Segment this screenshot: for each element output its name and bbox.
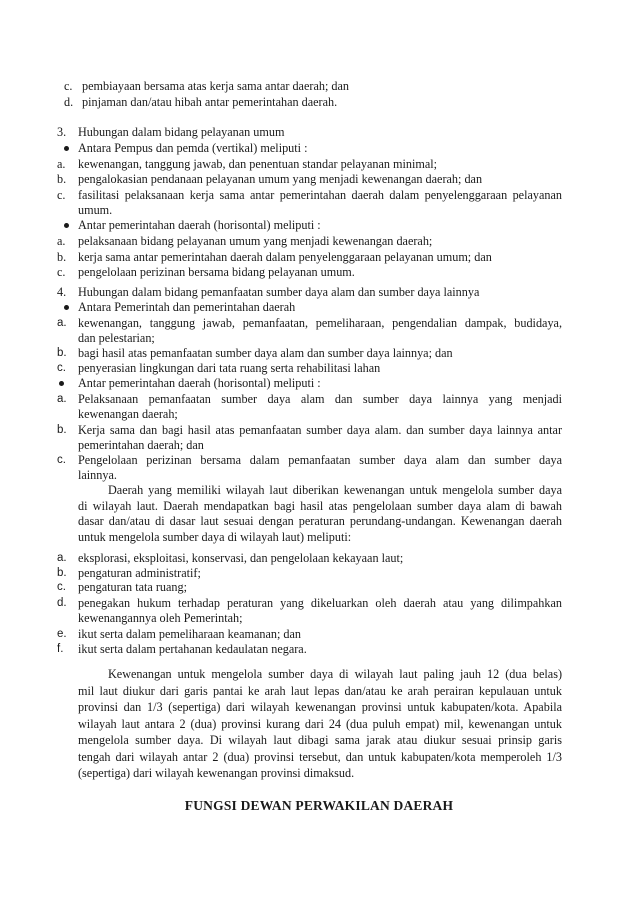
list-item-text: kerja sama antar pemerintahan daerah dalam penyelenggaraan pelayanan umum; dan xyxy=(78,250,492,264)
list-marker: a. xyxy=(57,317,67,329)
list-item-text: ikut serta dalam pertahanan kedaulatan negara. xyxy=(78,642,307,656)
section-number: 3. xyxy=(57,125,67,139)
list-marker: b. xyxy=(57,347,67,359)
list-item-text: penyerasian lingkungan dari tata ruang serta rehabilitasi lahan xyxy=(78,361,381,375)
list-item-text: pengelolaan perizinan bersama bidang pelayanan umum. xyxy=(78,265,355,279)
list-item-continuation: kewenangannya oleh Pemerintah; xyxy=(78,611,243,625)
paragraph xyxy=(78,666,562,782)
list-marker: c. xyxy=(57,454,66,466)
list-item-text: ikut serta dalam pemeliharaan keamanan; dan xyxy=(78,627,301,641)
paragraph-line: untuk mengelola sumber daya di wilayah laut) meliputi: xyxy=(78,529,352,544)
list-item-text: eksplorasi, eksploitasi, konservasi, dan pengelolaan kekayaan laut; xyxy=(78,551,404,565)
bullet-icon xyxy=(64,223,69,228)
list-item-text: Pelaksanaan pemanfaatan sumber daya alam dan sumber daya lainnya yang menjadi xyxy=(78,392,562,406)
paragraph-line: dasar dan/atau di dasar laut sesuai dengan peraturan perundang-undangan. Kewenangan daerah xyxy=(78,514,562,528)
list-item-continuation: dan pelestarian; xyxy=(78,331,155,345)
paragraph-line: wilayah laut antara 2 (dua) provinsi kurang dari 24 (dua puluh empat) mil, kewenangan untuk xyxy=(78,716,562,731)
bullet-text: Antara Pemerintah dan pemerintahan daerah xyxy=(78,300,296,314)
bullet-text: Antar pemerintahan daerah (horisontal) meliputi : xyxy=(78,376,321,390)
list-marker: b. xyxy=(57,250,67,264)
list-item-text: pinjaman dan/atau hibah antar pemerintahan daerah. xyxy=(82,95,338,109)
list-item-text: bagi hasil atas pemanfaatan sumber daya alam dan sumber daya lainnya; dan xyxy=(78,346,453,360)
bullet-text: Antar pemerintahan daerah (horisontal) meliputi : xyxy=(78,218,321,232)
list-item-continuation: umum. xyxy=(78,203,113,217)
paragraph-line: di wilayah laut. Daerah mendapatkan bagi hasil atas pengelolaan sumber daya alam di bawah xyxy=(78,498,562,513)
list-item-text: fasilitasi pelaksanaan kerja sama antar pemerintahan daerah dalam penyelenggaraan pelayanan xyxy=(78,188,562,202)
list-marker: a. xyxy=(57,157,66,171)
paragraph-line: (sepertiga) dari wilayah kewenangan provinsi dimaksud. xyxy=(78,766,355,780)
list-item-text: kewenangan, tanggung jawab, dan penentuan standar pelayanan minimal; xyxy=(78,157,438,171)
list-marker: d. xyxy=(64,95,74,109)
list-item-text: pengaturan tata ruang; xyxy=(78,580,187,594)
paragraph-line: tengah dari wilayah antar 2 (dua) provinsi tersebut, dan untuk kabupaten/kota memperoleh 1/3 xyxy=(78,749,562,764)
bullet-icon xyxy=(64,305,69,310)
list-item-continuation: lainnya. xyxy=(78,468,117,482)
section-heading: Hubungan dalam bidang pelayanan umum xyxy=(78,125,285,139)
paragraph-line: Daerah yang memiliki wilayah laut diberikan kewenangan untuk mengelola sumber daya xyxy=(108,483,562,497)
paragraph-line: mengelola sumber daya. Di wilayah laut dibagi sama jarak atau diukur sesuai prinsip garis xyxy=(78,733,562,747)
list-marker: d. xyxy=(57,597,67,609)
list-marker: c. xyxy=(57,581,66,593)
list-item-continuation: kewenangan daerah; xyxy=(78,407,178,421)
list-item-text: penegakan hukum terhadap peraturan yang dikeluarkan oleh daerah atau yang dilimpahkan xyxy=(78,596,562,610)
section-heading: Hubungan dalam bidang pemanfaatan sumber daya alam dan sumber daya lainnya xyxy=(78,285,480,299)
list-marker: f. xyxy=(57,643,64,655)
list-marker: c. xyxy=(57,265,66,279)
list-marker: a. xyxy=(57,393,67,405)
list-marker: b. xyxy=(57,172,67,186)
list-marker: c. xyxy=(64,79,73,93)
list-item-text: pengalokasian pendanaan pelayanan umum yang menjadi kewenangan daerah; dan xyxy=(78,172,483,186)
section-number: 4. xyxy=(57,285,67,299)
list-marker: b. xyxy=(57,567,67,579)
list-marker: c. xyxy=(57,188,66,202)
list-item-text: Pengelolaan perizinan bersama dalam pemanfaatan sumber daya alam dan sumber daya xyxy=(78,453,562,467)
list-marker: c. xyxy=(57,362,66,374)
paragraph-line: mil laut diukur dari garis pantai ke arah laut lepas dan/atau ke arah perairan kepulauan untuk xyxy=(78,683,562,698)
list-item-text: pengaturan administratif; xyxy=(78,566,201,580)
list-item-text: Kerja sama dan bagi hasil atas pemanfaatan sumber daya alam. dan sumber daya lainnya antar xyxy=(78,423,562,437)
list-marker: b. xyxy=(57,424,67,436)
section-title: FUNGSI DEWAN PERWAKILAN DAERAH xyxy=(184,798,454,813)
bullet-icon xyxy=(64,146,69,151)
list-item-text: pelaksanaan bidang pelayanan umum yang menjadi kewenangan daerah; xyxy=(78,234,433,248)
paragraph-line: provinsi dan 1/3 (sepertiga) dari wilayah kewenangan provinsi untuk kabupaten/kota. Apabila xyxy=(78,700,562,714)
list-marker: a. xyxy=(57,552,67,564)
list-item-text: pembiayaan bersama atas kerja sama antar daerah; dan xyxy=(82,79,349,93)
list-marker: a. xyxy=(57,234,66,248)
list-item-text: kewenangan, tanggung jawab, pemanfaatan, pemeliharaan, pengendalian dampak, budidaya, xyxy=(78,316,562,330)
list-item-continuation: pemerintahan daerah; dan xyxy=(78,438,204,452)
paragraph xyxy=(78,483,562,545)
paragraph-line: Kewenangan untuk mengelola sumber daya di wilayah laut paling jauh 12 (dua belas) xyxy=(108,667,562,681)
list-marker: e. xyxy=(57,628,67,640)
bullet-text: Antara Pempus dan pemda (vertikal) meliputi : xyxy=(78,141,308,155)
bullet-icon xyxy=(59,381,64,386)
